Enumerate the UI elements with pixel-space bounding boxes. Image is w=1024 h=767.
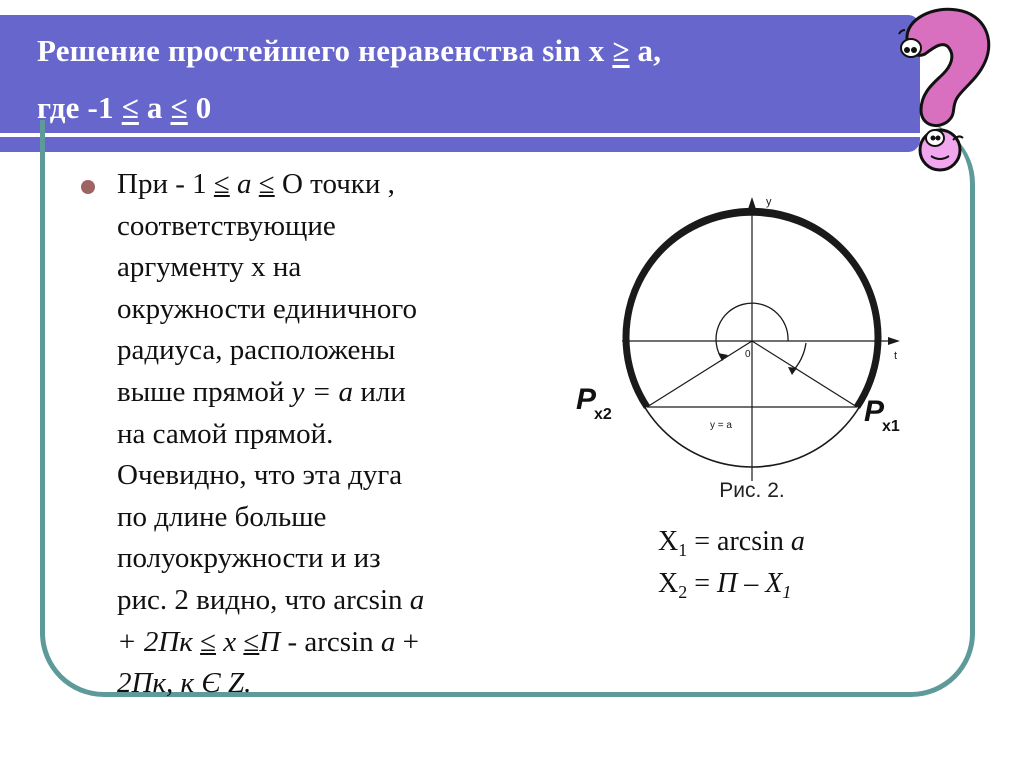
body-line — [117, 206, 497, 248]
body-text-part: a — [380, 625, 396, 658]
body-text-part: + — [395, 625, 420, 658]
body-text-part: Очевидно, что эта дуга — [117, 459, 403, 492]
formula-rhs: = arcsin — [687, 526, 791, 557]
body-text-part: аргументу х на — [117, 251, 302, 284]
title-text-part: 0 — [187, 90, 212, 125]
formula-lhs: X — [658, 568, 679, 599]
x-axis-label: t — [894, 350, 898, 362]
body-text-part: x — [216, 625, 244, 658]
body-line — [117, 622, 497, 664]
body-text-part: соответствующие — [117, 209, 336, 242]
body-text-part: радиуса, расположены — [117, 334, 396, 367]
body-line — [117, 164, 497, 206]
y-axis-label: y — [766, 196, 772, 208]
body-text-part: 2Пк, к Є Z. — [117, 667, 252, 700]
title-symbol: ≥ — [612, 33, 630, 68]
body-text-part — [230, 168, 237, 200]
body-line — [117, 289, 497, 331]
title-text-part: а — [138, 90, 171, 125]
question-mark-mascot-icon — [885, 0, 1000, 178]
angle-arrow-x1 — [788, 367, 797, 375]
body-text-part: - arcsin — [280, 625, 381, 658]
body-text-part: окружности единичного — [117, 292, 417, 325]
formula-rhs: = — [687, 568, 718, 599]
title-text-part: a, — [629, 33, 662, 68]
body-text-part: ≤ — [213, 168, 230, 200]
body-text-part: рис. 2 видно, что arcsin — [117, 583, 410, 616]
body-line — [117, 497, 497, 539]
x-axis-arrow — [888, 337, 900, 345]
title-text-part: Решение простейшего неравенства sin x — [37, 33, 613, 68]
body-text-part: на самой прямой. — [117, 417, 334, 450]
body-line — [117, 580, 497, 622]
formulas — [658, 525, 805, 609]
body-text-part: y = a — [291, 375, 354, 408]
title-symbol: ≤ — [170, 90, 188, 125]
body-text-part: или — [353, 375, 406, 408]
body-text-part: полуокружности и из — [117, 542, 381, 575]
formula-lhs: X — [658, 526, 679, 557]
body-line — [117, 538, 497, 580]
body-text-part: по длине больше — [117, 500, 327, 533]
line-label: y = a — [710, 420, 732, 431]
point-px1-label: P — [864, 395, 885, 428]
formula-sub: 2 — [678, 582, 688, 602]
y-axis-arrow — [748, 197, 756, 209]
formula-var: П – X — [717, 568, 783, 599]
slide-title — [37, 22, 661, 136]
body-line — [117, 330, 497, 372]
body-line — [117, 247, 497, 289]
body-line — [117, 663, 497, 705]
body-text-part: + 2Пк — [117, 625, 201, 658]
body-text-part: a — [409, 583, 425, 616]
formula-x1 — [658, 525, 805, 567]
figure-caption: Рис. 2. — [719, 479, 785, 502]
formula-sub: 1 — [678, 540, 688, 560]
body-text-part: выше прямой — [117, 375, 292, 408]
unit-circle-figure — [570, 185, 910, 505]
formula-sub: 1 — [782, 582, 792, 602]
body-text-part — [252, 168, 259, 200]
body-text-part: П — [259, 625, 281, 658]
title-symbol: ≤ — [121, 90, 139, 125]
point-px2-label: P — [576, 383, 597, 416]
body-text-part: ≤ — [200, 625, 216, 658]
body-text-part: а — [237, 168, 252, 200]
body-paragraph — [117, 164, 497, 705]
body-line — [117, 414, 497, 456]
point-px2-sub: x2 — [594, 406, 612, 423]
formula-x2 — [658, 567, 805, 609]
body-line — [117, 455, 497, 497]
bullet-icon — [81, 180, 95, 194]
title-text-part: где -1 — [37, 90, 122, 125]
origin-label: 0 — [745, 349, 751, 360]
body-text-part: ≤ — [243, 625, 260, 658]
body-text-part: При - 1 — [117, 168, 214, 200]
formula-var: a — [790, 526, 805, 557]
body-text-part: О точки , — [274, 168, 395, 200]
body-line — [117, 372, 497, 414]
radius-to-px2 — [647, 341, 752, 407]
body-text-part: ≤ — [258, 168, 275, 200]
point-px1-sub: x1 — [882, 418, 900, 435]
title-line-1 — [37, 22, 661, 79]
